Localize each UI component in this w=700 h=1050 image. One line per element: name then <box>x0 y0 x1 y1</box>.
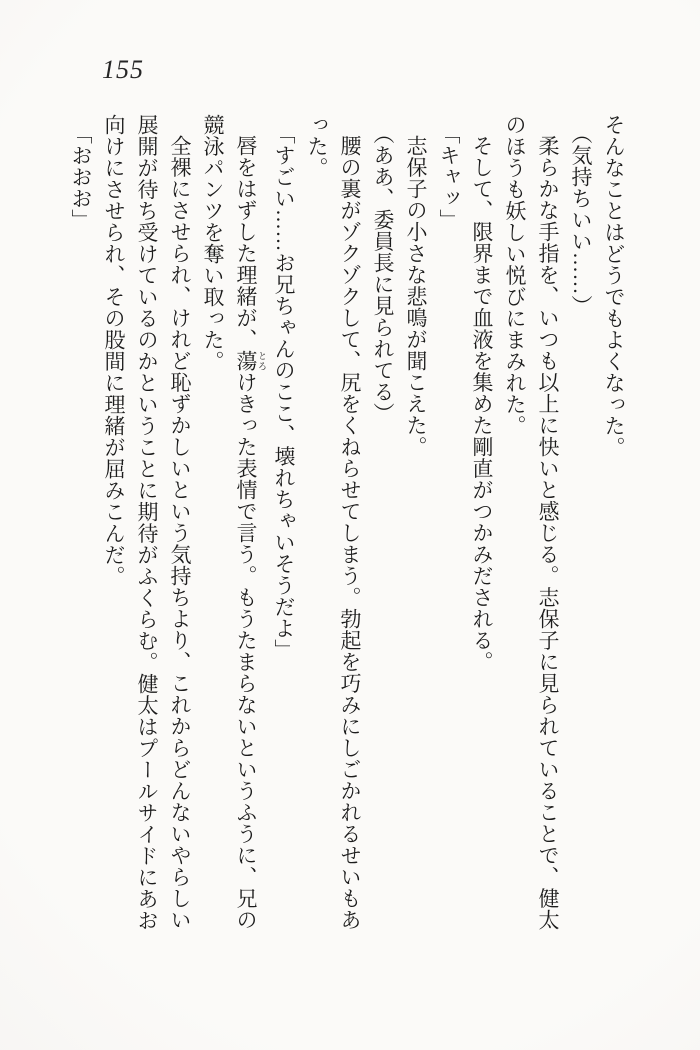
page-number: 155 <box>102 55 144 84</box>
text-column: 志保子の小さな悲鳴が聞こえた。 <box>404 135 428 458</box>
text-column: そして、限界まで血液を集めた剛直がつかみだされる。 <box>470 135 494 673</box>
text-column: 「キャッ」 <box>437 123 461 231</box>
text-column: 「すごい……お兄ちゃんのここ、壊れちゃいそうだよ」 <box>272 123 296 661</box>
text-column: った。 <box>305 114 329 179</box>
text-column: 向けにさせられ、その股間に理緒が屈みこんだ。 <box>102 114 126 587</box>
text-column: （ああ、委員長に見られてる） <box>371 123 395 425</box>
text-column: 腰の裏がゾクゾクして、尻をくねらせてしまう。勃起を巧みにしごかれるせいもあ <box>338 135 362 931</box>
text-column: 唇をはずした理緒が、蕩 とろけきった表情で言う。もうたまらないというふうに、兄の <box>234 135 267 931</box>
text-column: 競泳パンツを奪い取った。 <box>201 114 225 372</box>
text-column: 柔らかな手指を、いつも以上に快いと感じる。志保子に見られていることで、健太 <box>536 135 560 931</box>
text-column: 全裸にさせられ、けれど恥ずかしいという気持ちより、これからどんないやらしい <box>168 135 192 931</box>
text-column: 「おおお」 <box>69 123 93 231</box>
text-column: 展開が待ち受けているのかということに期待がふくらむ。健太はプールサイドにあお <box>135 114 159 931</box>
text-column: （気持ちいい……） <box>569 123 593 317</box>
ruby-annotated-text: 蕩 とろ <box>234 350 267 372</box>
text-column: そんなことはどうでもよくなった。 <box>602 114 626 458</box>
text-column: のほうも妖しい悦びにまみれた。 <box>503 114 527 437</box>
vertical-text-body <box>64 114 630 1004</box>
